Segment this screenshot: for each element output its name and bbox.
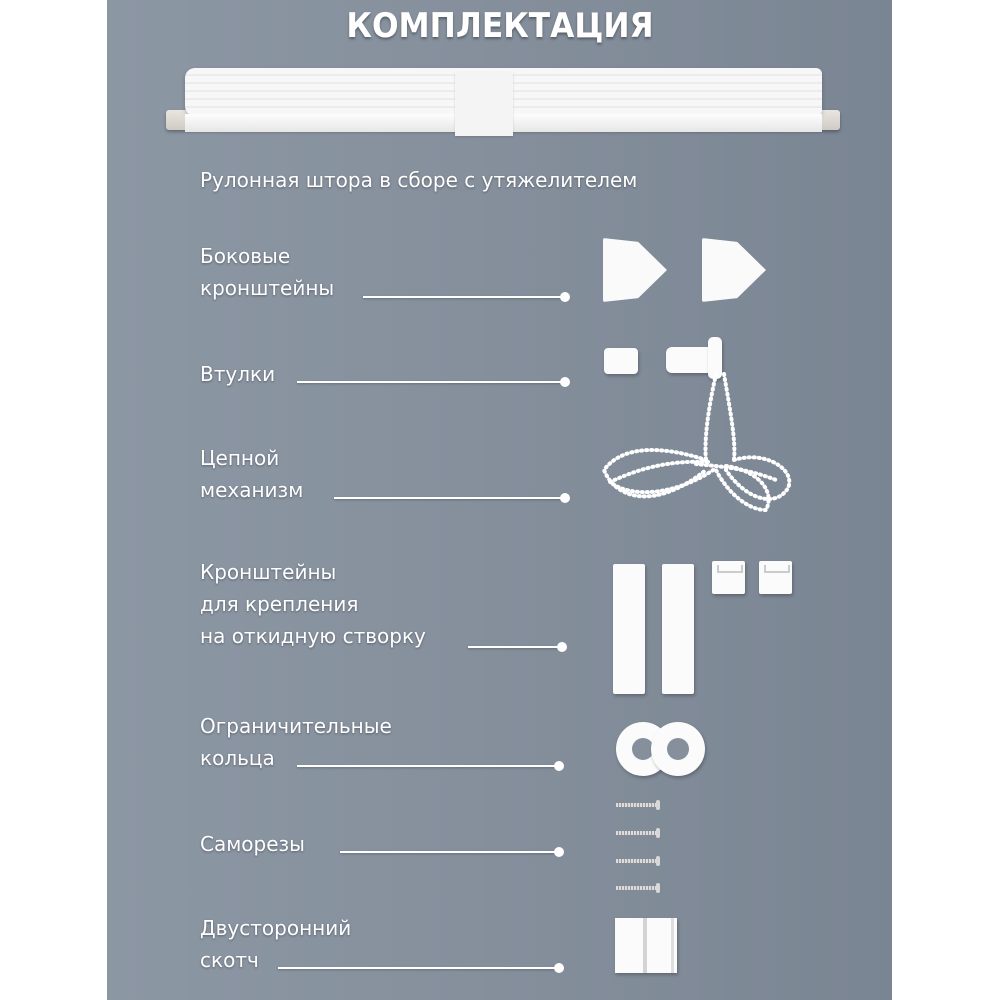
screw-icon <box>616 856 662 866</box>
item-label-roller-blind: Рулонная штора в сборе с утяжелителем <box>200 168 638 192</box>
leader-line-chain-mechanism <box>334 497 565 499</box>
item-label-bushings: Втулки <box>200 362 276 386</box>
item-label-double-tape: Двусторонний скотч <box>200 916 352 972</box>
leader-line-limit-rings <box>297 765 559 767</box>
double-tape-icon <box>615 918 677 973</box>
leader-dot <box>557 642 567 652</box>
leader-dot <box>554 847 564 857</box>
tilt-bracket-long-icon <box>662 564 694 694</box>
side-bracket-icon <box>603 238 667 302</box>
item-label-screws: Саморезы <box>200 832 305 856</box>
leader-line-tilt-brackets <box>468 646 562 648</box>
screw-icon <box>616 800 662 810</box>
screw-icon <box>616 828 662 838</box>
leader-line-bushings <box>297 381 565 383</box>
bead-chain-icon <box>596 370 800 518</box>
item-label-limit-rings: Ограничительные кольца <box>200 714 392 770</box>
item-label-tilt-brackets: Кронштейны для крепления на откидную створку <box>200 560 426 648</box>
item-label-side-brackets: Боковые кронштейны <box>200 244 335 300</box>
leader-line-side-brackets <box>363 296 565 298</box>
leader-dot <box>560 493 570 503</box>
leader-dot <box>554 761 564 771</box>
screw-icon <box>616 883 662 893</box>
leader-dot <box>560 377 570 387</box>
roller-blind-image <box>160 66 845 138</box>
tilt-bracket-hook-icon <box>712 561 745 594</box>
leader-dot <box>560 292 570 302</box>
tilt-bracket-long-icon <box>613 564 645 694</box>
stopper-ring-icon <box>651 722 705 776</box>
page-title: КОМПЛЕКТАЦИЯ <box>346 6 654 46</box>
leader-line-double-tape <box>278 967 559 969</box>
tilt-bracket-hook-icon <box>759 561 792 594</box>
leader-dot <box>554 963 564 973</box>
side-bracket-icon <box>702 238 766 302</box>
leader-line-screws <box>340 851 559 853</box>
item-label-chain-mechanism: Цепной механизм <box>200 446 304 502</box>
